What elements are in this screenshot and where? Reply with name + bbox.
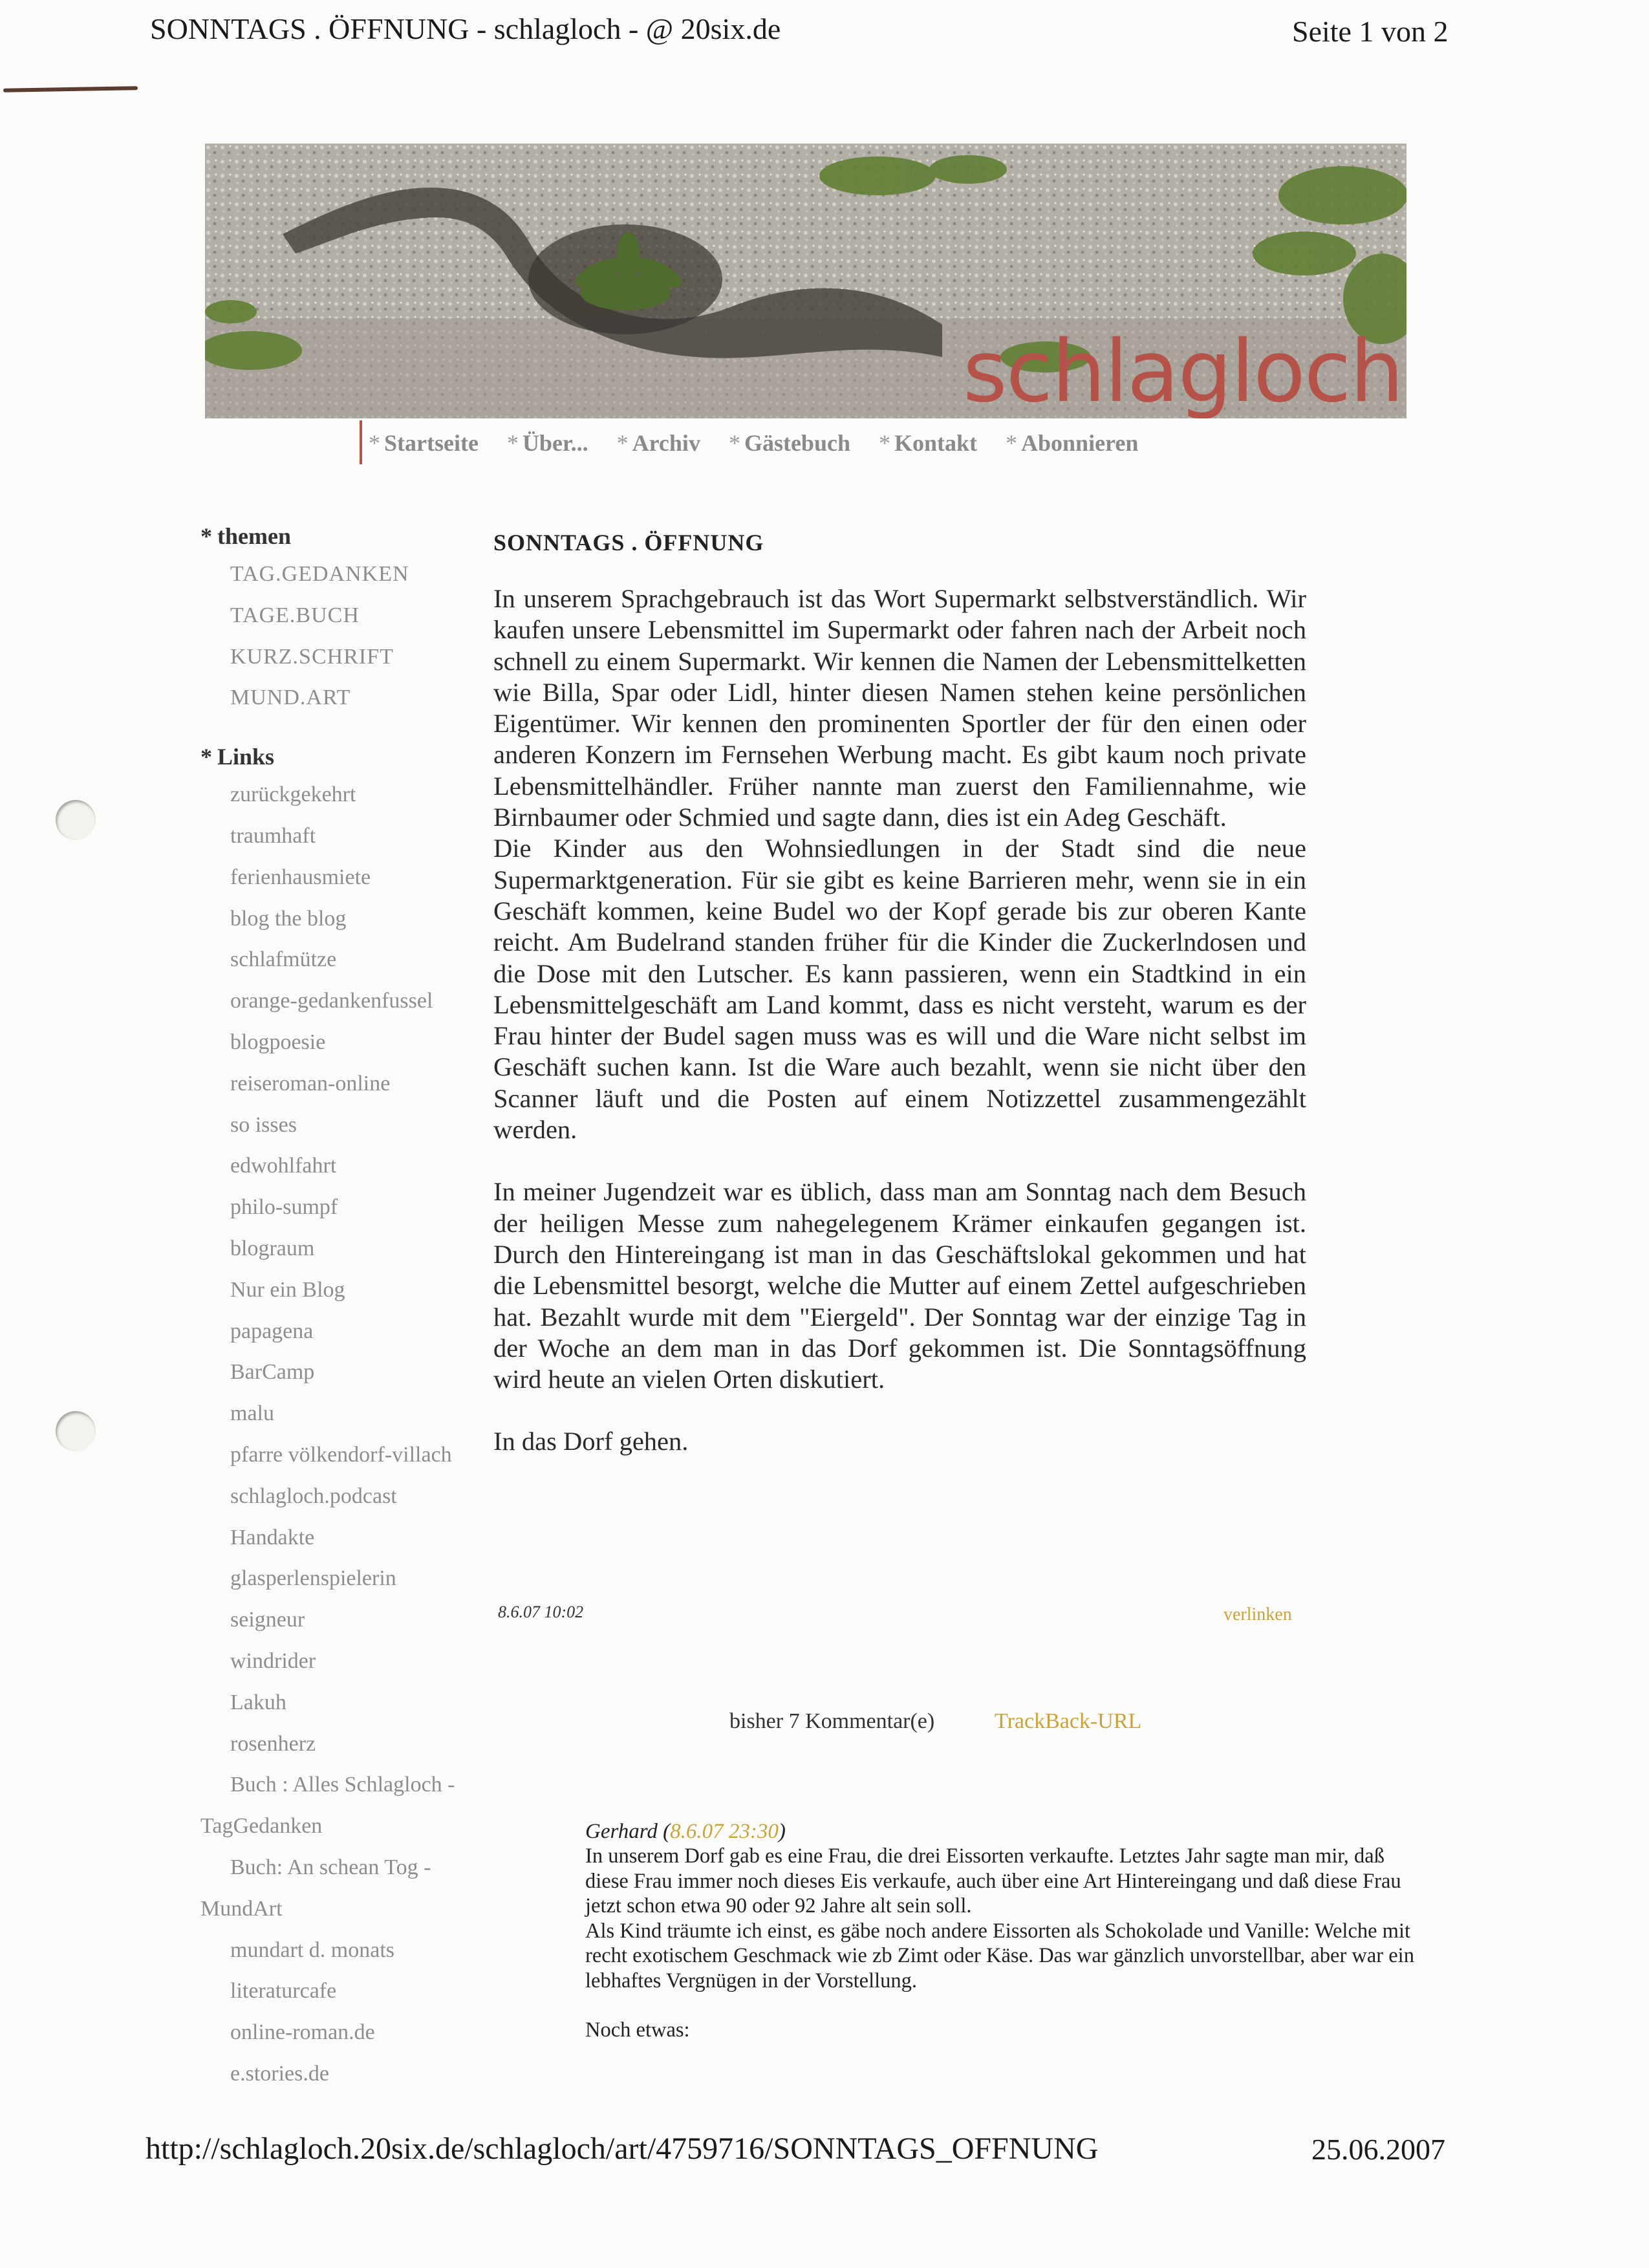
sidebar-link-lakuh[interactable]: Lakuh [230,1690,286,1714]
sidebar-link-pfarre-völkendorf-villach[interactable]: pfarre völkendorf-villach [230,1442,452,1467]
comment-paragraph: Als Kind träumte ich einst, es gäbe noch andere Eissorten als Schokolade und Vanille: Welche mit recht exotischem Geschmack wie zb Zimt oder Käse. Das war gänzlich unvorstellbar, aber war ein lebhaftes Vergnügen in der Vorstellung. [585,1919,1414,1993]
sidebar-heading-links: * Links [200,744,275,770]
sidebar-link-blogpoesie[interactable]: blogpoesie [230,1030,326,1054]
sidebar-link-handakte[interactable]: Handakte [230,1525,315,1550]
post-body [493,583,1306,1458]
punch-hole [56,1411,96,1451]
sidebar-link-e-stories-de[interactable]: e.stories.de [230,2061,329,2086]
sidebar-link-windrider[interactable]: windrider [230,1648,316,1673]
comment-author: Gerhard [585,1820,658,1843]
comment-date-link[interactable]: 8.6.07 23:30 [670,1820,779,1843]
sidebar-link-rosenherz[interactable]: rosenherz [230,1731,316,1756]
sidebar-link-barcamp[interactable]: BarCamp [230,1360,315,1385]
sidebar-link-nur-ein-blog[interactable]: Nur ein Blog [230,1277,345,1302]
print-date: 25.06.2007 [1311,2133,1445,2166]
sidebar-link-buch-schean-tog-cont[interactable]: MundArt [200,1896,283,1921]
sidebar-link-online-roman-de[interactable]: online-roman.de [230,2020,375,2045]
post-paragraph: In unserem Sprachgebrauch ist das Wort Supermarkt selbstverständlich. Wir kaufen unsere Lebensmittel im Supermarkt oder fahren nach der Arbeit noch schnell zu einem Supermarkt. Wir kennen die Namen der Lebensmittelketten wie Billa, Spar oder Lidl, hinter diesen Namen stehen keine persönlichen Eigentümer. Wir kennen den prominenten Sportler der für den einen oder anderen Konzern im Fernsehen Werbung macht. Es gibt kaum noch private Lebensmittelhändler. Früher nannte man zuerst den Familiennahme, wie Birnbaumer oder Schmied und sagte dann, dies ist ein Adeg Geschäft. [493,584,1306,832]
nav-kontakt[interactable]: * Kontakt [878,430,977,456]
top-navigation [369,429,1138,457]
comment-paragraph: Noch etwas: [585,2018,690,2042]
sidebar-link-buch-schean-tog[interactable]: Buch: An schean Tog - [230,1855,431,1879]
sidebar-heading-themen: * themen [200,523,291,549]
verlinken-link[interactable]: verlinken [1223,1604,1292,1625]
sidebar-link-schlafmütze[interactable]: schlafmütze [230,947,337,972]
sidebar-link-literaturcafe[interactable]: literaturcafe [230,1979,337,2003]
comment-paragraph: In unserem Dorf gab es eine Frau, die drei Eissorten verkaufte. Letztes Jahr sagte man mir, daß diese Frau immer noch dieses Eis verkaufe, auch über eine Art Hintereingang und daß diese Frau jetzt schon etwa 90 oder 92 Jahre alt sein soll. [585,1844,1401,1917]
post-paragraph: In das Dorf gehen. [493,1427,689,1456]
sidebar-themen-tage-buch[interactable]: TAGE.BUCH [230,603,360,627]
sidebar-link-papagena[interactable]: papagena [230,1319,314,1343]
sidebar-link-philo-sumpf[interactable]: philo-sumpf [230,1195,338,1220]
sidebar-link-buch-schlagloch-cont[interactable]: TagGedanken [200,1814,323,1839]
sidebar-link-orange-gedankenfussel[interactable]: orange-gedankenfussel [230,989,433,1013]
print-header-title: SONNTAGS . ÖFFNUNG - schlagloch - @ 20six.de [150,12,781,45]
sidebar-link-blog-the-blog[interactable]: blog the blog [230,906,347,931]
themen-list [200,554,485,718]
sidebar-link-glasperlenspielerin[interactable]: glasperlenspielerin [230,1566,396,1591]
nav-divider [360,420,362,464]
comments-count-link[interactable]: bisher 7 Kommentar(e) [729,1709,935,1733]
nav-gaestebuch[interactable]: * Gästebuch [728,430,850,456]
sidebar-themen-tag-gedanken[interactable]: TAG.GEDANKEN [230,562,409,586]
sidebar-link-edwohlfahrt[interactable]: edwohlfahrt [230,1154,337,1178]
comment-header: Gerhard (8.6.07 23:30) [585,1820,786,1843]
sidebar-link-seigneur[interactable]: seigneur [230,1608,305,1632]
post-paragraph: Die Kinder aus den Wohnsiedlungen in der Stadt sind die neue Supermarktgeneration. Für sie gibt es keine Barrieren mehr, wenn sie in ein Geschäft kommen, keine Budel wo der Kopf gerade bis zur oberen Kante reicht. Am Budelrand standen früher für die Kinder die Zuckerlndosen und die Dose mit den Lutscher. Es kann passieren, wenn ein Stadtkind in ein Lebensmittelgeschäft am Land kommt, dass es nicht versteht, warum es der Frau hinter der Budel sagen muss was es will und die Ware nicht selbst im Geschäft suchen kann. Ist die Ware auch bezahlt, wenn sie nicht über den Scanner läuft und die Posten auf einem Notizzettel zusammengezählt werden. [493,834,1306,1145]
sidebar [200,523,485,2095]
sidebar-link-mundart-d-monats[interactable]: mundart d. monats [230,1938,395,1962]
print-page-indicator: Seite 1 von 2 [1292,15,1449,48]
post-timestamp: 8.6.07 10:02 [498,1603,584,1621]
comment [585,1820,1426,2043]
staple-mark [3,86,138,92]
sidebar-link-blograum[interactable]: blograum [230,1236,315,1260]
nav-ueber[interactable]: * Über... [506,430,588,456]
sidebar-link-ferienhausmiete[interactable]: ferienhausmiete [230,865,371,889]
banner-title: schlagloch [962,322,1403,418]
sidebar-link-so-isses[interactable]: so isses [230,1112,297,1137]
print-url: http://schlagloch.20six.de/schlagloch/art/4759716/SONNTAGS_OFFNUNG [146,2132,1099,2166]
nav-abonnieren[interactable]: * Abonnieren [1006,430,1139,456]
sidebar-link-malu[interactable]: malu [230,1401,274,1426]
trackback-url-link[interactable]: TrackBack-URL [995,1709,1142,1733]
sidebar-link-reiseroman-online[interactable]: reiseroman-online [230,1071,391,1096]
sidebar-themen-mund-art[interactable]: MUND.ART [230,686,351,710]
links-list [200,774,485,1764]
nav-startseite[interactable]: * Startseite [369,430,479,456]
post-title: SONNTAGS . ÖFFNUNG [493,530,764,556]
sidebar-link-traumhaft[interactable]: traumhaft [230,823,316,848]
sidebar-themen-kurz-schrift[interactable]: KURZ.SCHRIFT [230,644,394,669]
sidebar-link-zurückgekehrt[interactable]: zurückgekehrt [230,783,356,807]
links-list-tail [200,1930,485,2095]
post [493,529,1306,1458]
nav-archiv[interactable]: * Archiv [616,430,700,456]
sidebar-link-schlagloch-podcast[interactable]: schlagloch.podcast [230,1484,397,1508]
post-paragraph: In meiner Jugendzeit war es üblich, dass man am Sonntag nach dem Besuch der heiligen Messe zum nahegelegenem Krämer einkaufen gegangen ist. Durch den Hintereingang ist man in das Geschäftslokal gekommen und hat die Lebensmittel besorgt, welche die Mutter auf einem Zettel aufgeschrieben hat. Bezahlt wurde mit dem "Eiergeld". Der Sonntag war der einzige Tag in der Woche an dem man in das Dorf gekommen ist. Die Sonntagsöffnung wird heute an vielen Orten diskutiert. [493,1177,1306,1394]
sidebar-link-buch-schlagloch[interactable]: Buch : Alles Schlagloch - [230,1773,455,1797]
punch-hole [56,800,96,840]
header-banner [205,144,1406,418]
comment-body [585,1844,1426,2043]
